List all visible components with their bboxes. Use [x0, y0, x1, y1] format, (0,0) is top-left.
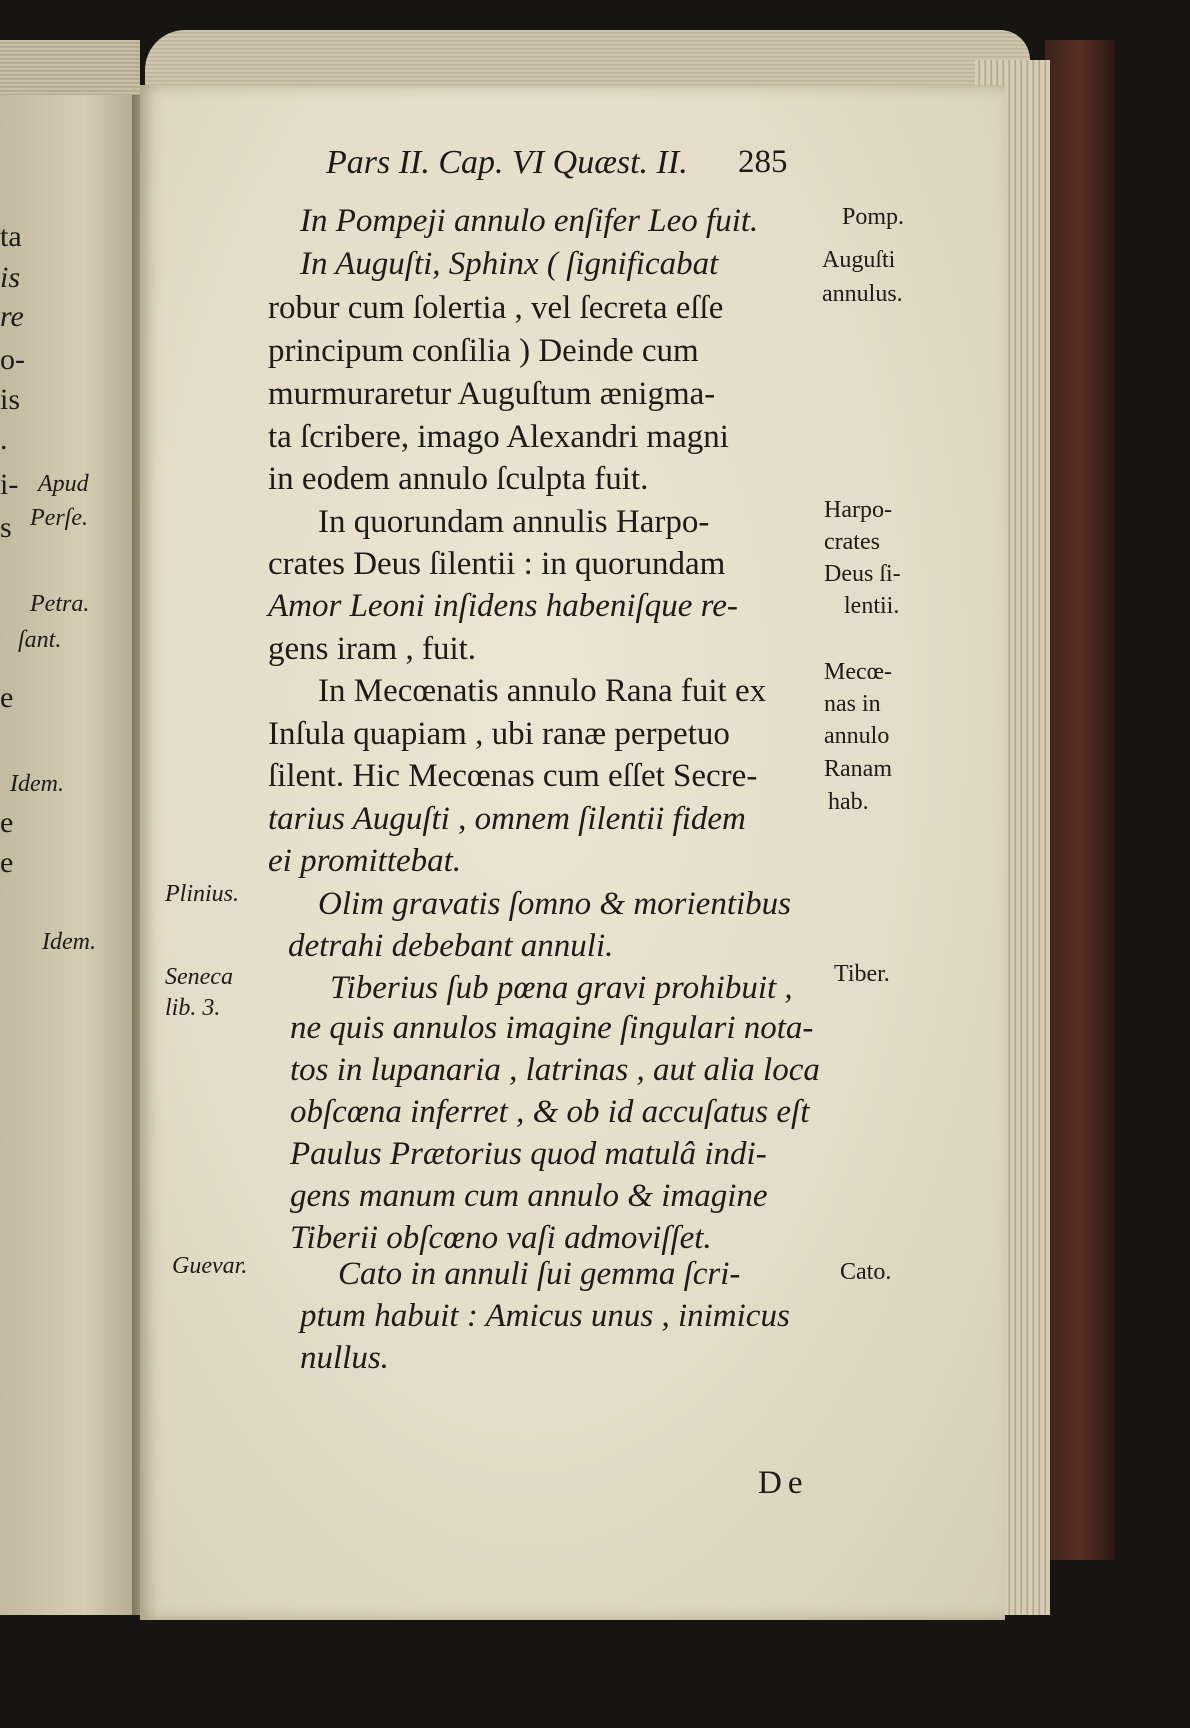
body-line: detrahi debebant annuli.: [288, 928, 614, 964]
left-fragment: is: [0, 383, 21, 416]
margin-note: crates: [824, 529, 880, 555]
body-line: Tiberius ſub pœna gravi prohibuit ,: [330, 970, 793, 1006]
body-line: ptum habuit : Amicus unus , inimicus: [300, 1298, 790, 1334]
binding-cover: [1045, 40, 1115, 1560]
body-line: nullus.: [300, 1340, 389, 1376]
body-line: murmuraretur Auguſtum ænigma-: [268, 376, 716, 412]
running-head: Pars II. Cap. VI Quæst. II.: [326, 144, 688, 181]
body-line: Tiberii obſcœno vaſi admoviſſet.: [290, 1220, 712, 1256]
left-fragment: o-: [0, 343, 25, 376]
margin-note: Auguſti: [822, 247, 896, 273]
margin-note: Deus ſi-: [824, 561, 901, 587]
margin-note: Mecœ-: [824, 659, 892, 685]
body-line: in eodem annulo ſculpta fuit.: [268, 461, 649, 497]
body-line: crates Deus ſilentii : in quorundam: [268, 546, 726, 582]
margin-note: hab.: [828, 789, 869, 815]
body-line: ſilent. Hic Mecœnas cum eſſet Secre-: [268, 758, 758, 794]
left-fragment: s: [0, 511, 12, 544]
body-line: tarius Auguſti , omnem ſilentii fidem: [268, 801, 746, 837]
left-fragment: is: [0, 261, 21, 294]
margin-note: annulus.: [822, 281, 903, 307]
left-fragment: e: [0, 846, 14, 879]
left-margin-note: Idem.: [10, 771, 64, 797]
body-line: gens manum cum annulo & imagine: [290, 1178, 768, 1214]
body-line: In Pompeji annulo enſifer Leo fuit.: [300, 203, 759, 239]
body-line: ei promittebat.: [268, 843, 462, 879]
body-line: robur cum ſolertia , vel ſecreta eſſe: [268, 290, 724, 326]
body-line: Olim gravatis ſomno & morientibus: [318, 886, 792, 922]
body-line: In Auguſti, Sphinx ( ſignificabat: [300, 246, 719, 282]
body-line: Paulus Prætorius quod matulâ indi-: [290, 1136, 767, 1172]
body-line: Inſula quapiam , ubi ranæ perpetuo: [268, 716, 730, 752]
left-fragment: e: [0, 806, 14, 839]
left-fragment: ta: [0, 220, 22, 253]
catchword: De: [758, 1465, 809, 1501]
left-fragment: .: [0, 423, 8, 456]
body-line: ne quis annulos imagine ſingulari nota-: [290, 1010, 814, 1046]
body-line: tos in lupanaria , latrinas , aut alia loca: [290, 1052, 820, 1088]
margin-note: Seneca: [165, 964, 233, 990]
margin-note: Ranam: [824, 756, 892, 782]
body-line: principum conſilia ) Deinde cum: [268, 333, 699, 369]
body-line: Cato in annuli ſui gemma ſcri-: [338, 1256, 741, 1292]
left-margin-note: Perſe.: [30, 505, 88, 531]
left-margin-note: Petra.: [30, 591, 90, 617]
body-line: gens iram , fuit.: [268, 631, 477, 667]
page-number: 285: [738, 144, 788, 180]
left-margin-note: Apud: [38, 471, 89, 497]
margin-note: annulo: [824, 723, 890, 749]
left-fragment: e: [0, 681, 14, 714]
margin-note: Plinius.: [165, 881, 240, 907]
margin-note: lib. 3.: [165, 995, 221, 1021]
margin-note: Cato.: [840, 1259, 892, 1285]
body-line: In Mecœnatis annulo Rana fuit ex: [318, 673, 767, 709]
margin-note: lentii.: [844, 593, 900, 619]
body-line: In quorundam annulis Harpo-: [318, 504, 710, 540]
body-line: ta ſcribere, imago Alexandri magni: [268, 419, 729, 455]
left-margin-note: ſant.: [18, 627, 62, 653]
left-fragment: re: [0, 300, 24, 333]
margin-note: Pomp.: [842, 204, 905, 230]
left-page-stack: [0, 40, 140, 100]
left-fragment: i-: [0, 468, 19, 501]
margin-note: nas in: [824, 691, 881, 717]
margin-note: Guevar.: [172, 1253, 248, 1279]
body-line: Amor Leoni inſidens habeniſque re-: [268, 588, 738, 624]
margin-note: Tiber.: [834, 961, 890, 987]
body-line: obſcœna inferret , & ob id accuſatus eſt: [290, 1094, 810, 1130]
margin-note: Idem.: [42, 929, 96, 955]
margin-note: Harpo-: [824, 497, 892, 523]
